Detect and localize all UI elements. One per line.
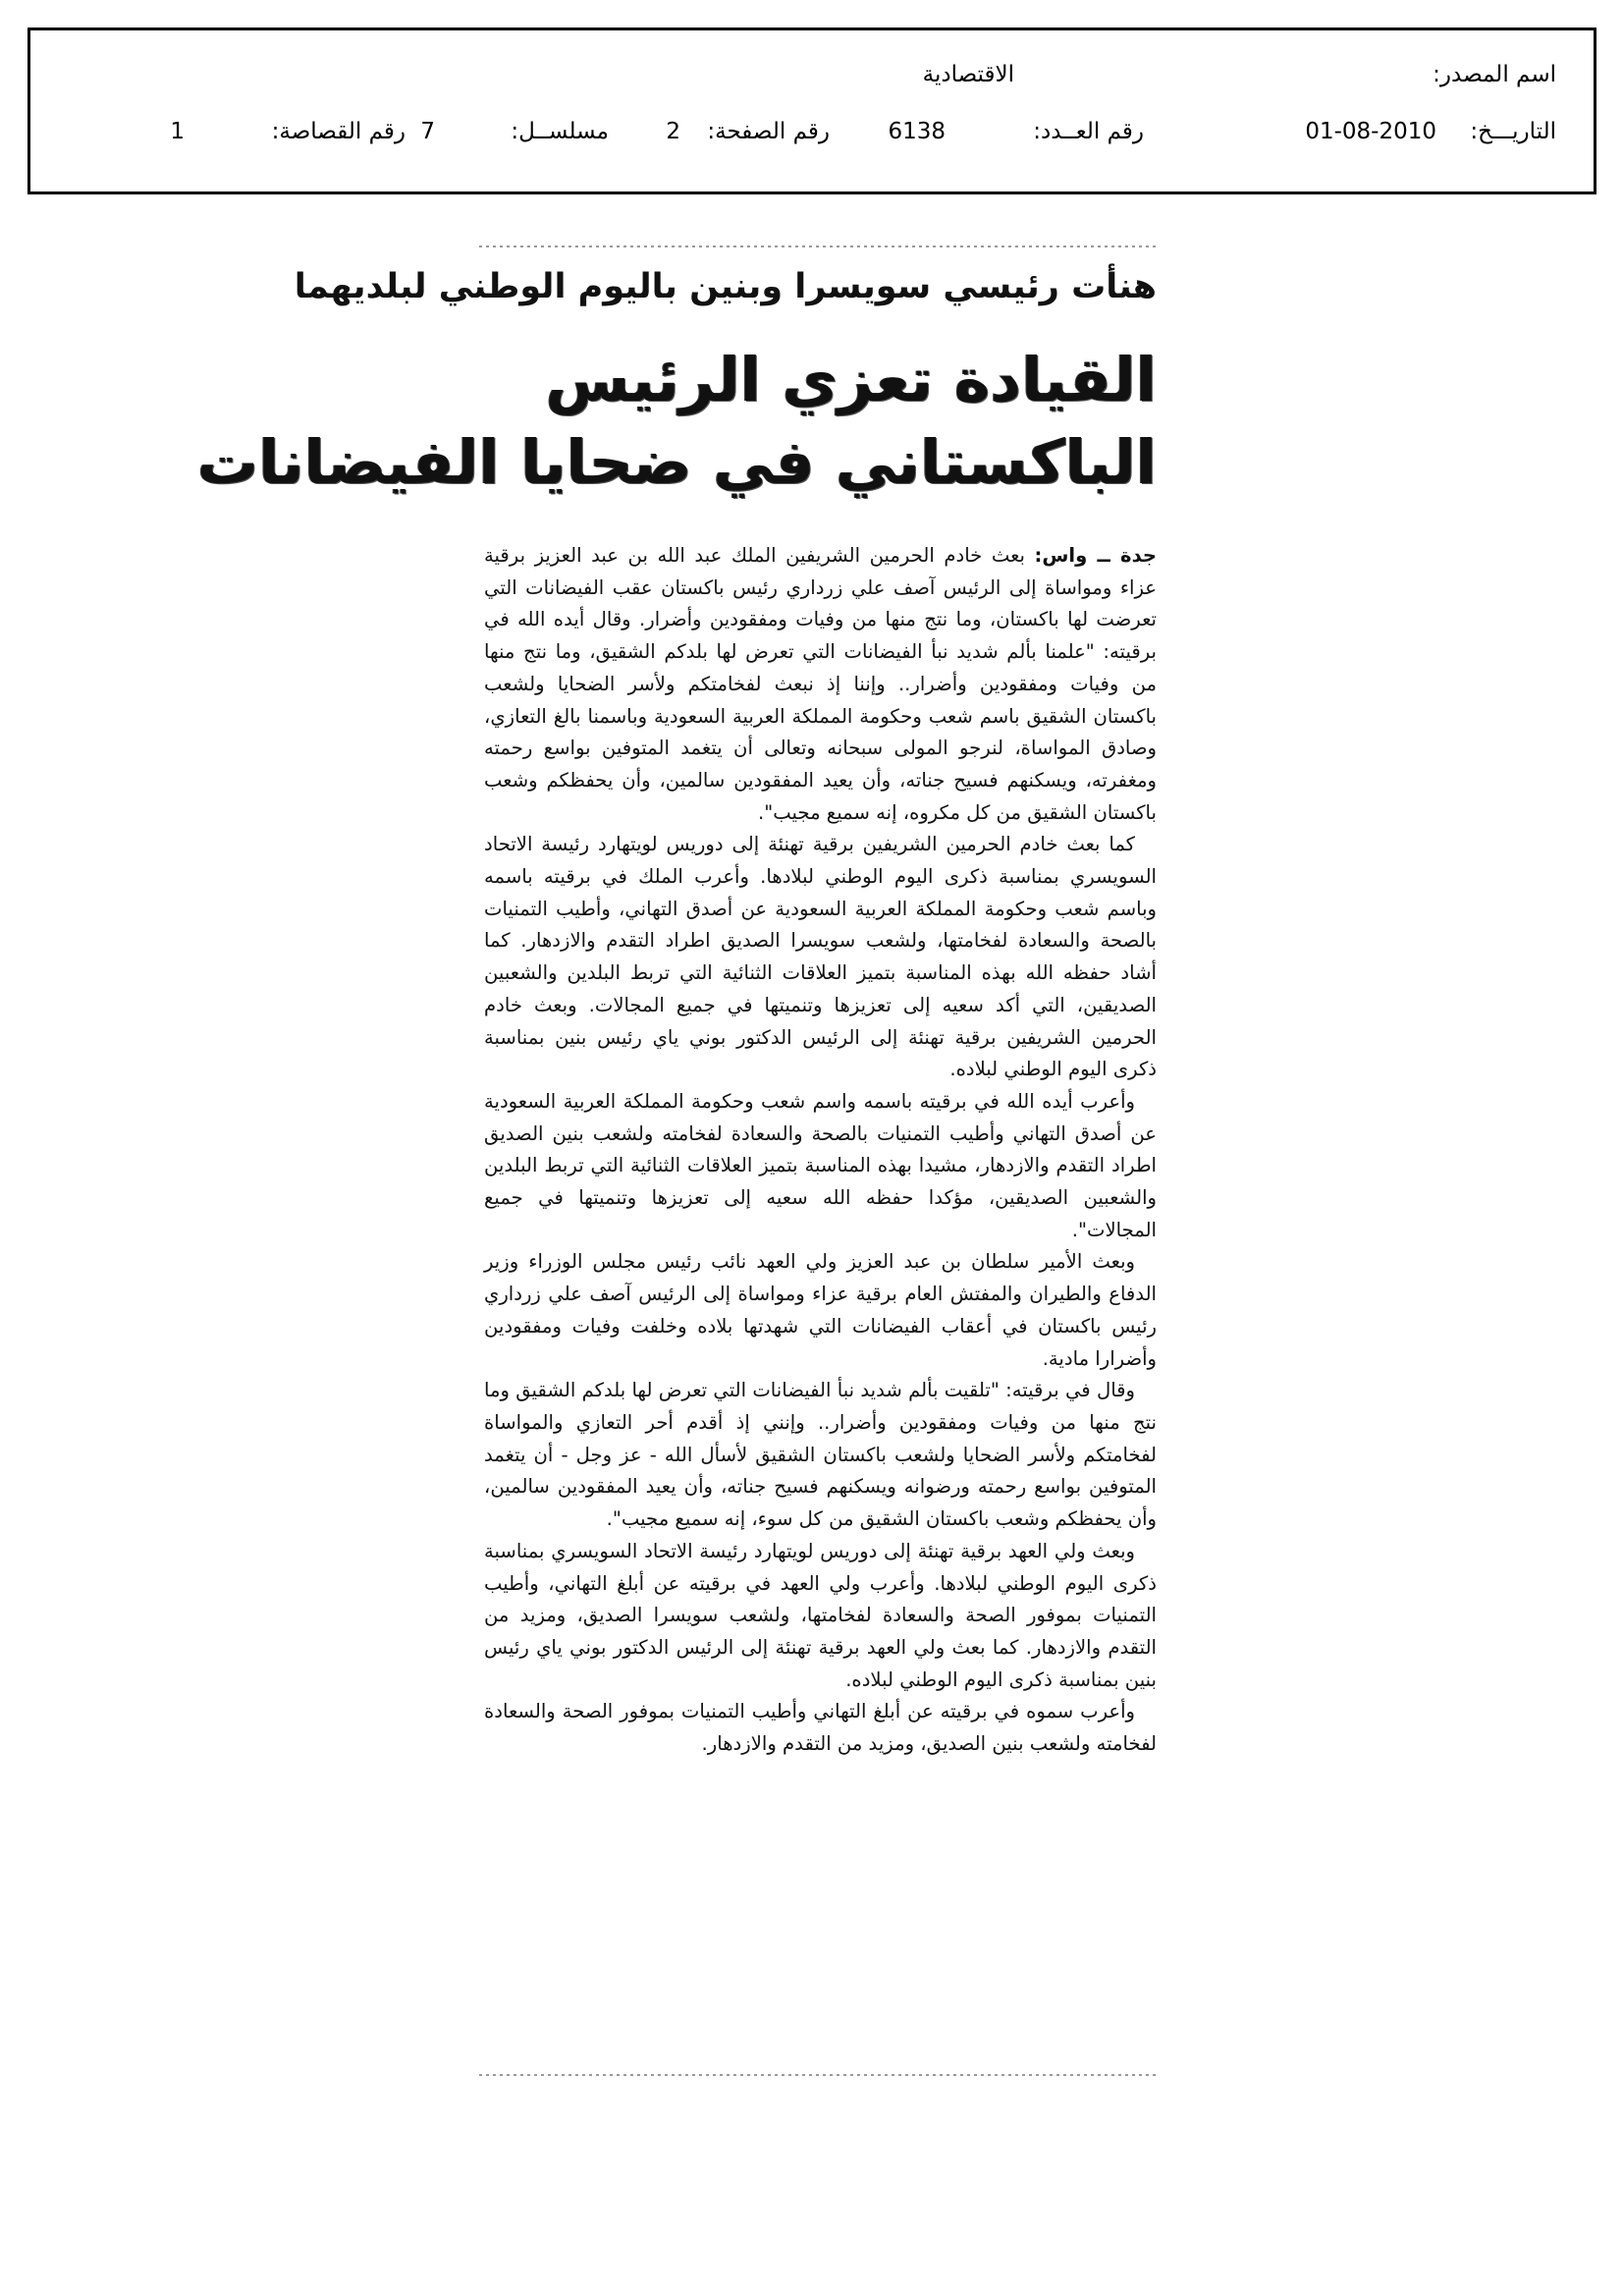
issue-value: 6138 [888, 119, 946, 144]
paragraph-7: وأعرب سموه في برقيته عن أبلغ التهاني وأطيب التمنيات بموفور الصحة والسعادة لفخامته ولشعب بنين الصديق، ومزيد من التقدم والازدهار. [484, 1700, 1157, 1756]
headline-line-2: الباكستاني في ضحايا الفيضانات [196, 426, 1157, 498]
dateline: جدة ــ واس: [1034, 544, 1158, 567]
serial-label: مسلســل: [511, 119, 609, 144]
paragraph-1-text: بعث خادم الحرمين الشريفين الملك عبد الله بن عبد العزيز برقية عزاء ومواساة إلى الرئيس آصف علي زرداري رئيس باكستان عقب الفيضانات التي تعرضت لها باكستان، وما نتج منها من وفيات ومفقودين وأضرار. وقال أيده الله في برقيته: "علمنا بألم شديد نبأ الفيضانات التي تعرض لها بلدكم الشقيق، وما نتج منها من وفيات ومفقودين وأضرار.. وإننا إذ نبعث لفخامتكم ولأسر الضحايا ولشعب باكستان الشقيق باسم شعب وحكومة المملكة العربية السعودية وباسمنا بالغ التعازي، وصادق المواساة، لنرجو المولى سبحانه وتعالى أن يتغمد المتوفين بواسع رحمته ومغفرته، ويسكنهم فسيح جناته، وأن يعيد المفقودين سالمين، وأن يحفظكم وشعب باكستان الشقيق من كل مكروه، إنه سميع مجيب". [484, 544, 1157, 824]
paragraph-5: وقال في برقيته: "تلقيت بألم شديد نبأ الفيضانات التي تعرض لها بلدكم الشقيق وما نتج منها من وفيات ومفقودين وأضرار.. وإنني إذ أقدم أحر التعازي والمواساة لفخامتكم ولأسر الضحايا ولشعب باكستان الشقيق لأسأل الله - عز وجل - أن يتغمد المتوفين بواسع رحمته ورضوانه ويسكنهم فسيح جناته، وأن يعيد المفقودين سالمين، وأن يحفظكم وشعب باكستان الشقيق من كل سوء، إنه سميع مجيب". [484, 1379, 1157, 1531]
clipping-header [27, 27, 1596, 194]
article-body [484, 540, 1157, 1761]
source-value: الاقتصادية [922, 62, 1014, 87]
clip-value: 1 [170, 119, 185, 144]
bottom-cut-line [479, 2074, 1157, 2076]
article-kicker: هنأت رئيسي سويسرا وبنين باليوم الوطني لبلديهما [294, 267, 1157, 306]
clip-label: رقم القصاصة: [271, 119, 406, 144]
page-value: 2 [666, 119, 680, 144]
paragraph-4: وبعث الأمير سلطان بن عبد العزيز ولي العهد نائب رئيس مجلس الوزراء وزير الدفاع والطيران والمفتش العام برقية عزاء ومواساة إلى الرئيس آصف علي زرداري رئيس باكستان في أعقاب الفيضانات التي شهدتها بلاده وخلفت وفيات ومفقودين وأضرارا مادية. [484, 1250, 1157, 1370]
date-label: التاريـــخ: [1470, 119, 1556, 144]
headline-line-1: القيادة تعزي الرئيس [545, 344, 1157, 415]
issue-label: رقم العــدد: [1033, 119, 1144, 144]
article-headline [196, 339, 1157, 504]
date-value: 01-08-2010 [1305, 119, 1436, 144]
source-label: اسم المصدر: [1433, 62, 1556, 87]
paragraph-2: كما بعث خادم الحرمين الشريفين برقية تهنئة إلى دوريس لويتهارد رئيسة الاتحاد السويسري بمناسبة ذكرى اليوم الوطني لبلادها. وأعرب الملك في برقيته باسمه وباسم شعب وحكومة المملكة العربية السعودية عن أصدق التهاني، وأطيب التمنيات بالصحة والسعادة لفخامتها، ولشعب سويسرا الصديق اطراد التقدم والازدهار. كما أشاد حفظه الله بهذه المناسبة بتميز العلاقات الثنائية التي تربط البلدين والشعبين الصديقين، التي أكد سعيه إلى تعزيزها وتنميتها في جميع المجالات. وبعث خادم الحرمين الشريفين برقية تهنئة إلى الرئيس الدكتور بوني ياي رئيس بنين بمناسبة ذكرى اليوم الوطني لبلاده. [484, 833, 1157, 1081]
page-label: رقم الصفحة: [707, 119, 830, 144]
paragraph-6: وبعث ولي العهد برقية تهنئة إلى دوريس لويتهارد رئيسة الاتحاد السويسري بمناسبة ذكرى اليوم الوطني لبلادها. وأعرب ولي العهد في برقيته عن أبلغ التهاني، وأطيب التمنيات بموفور الصحة والسعادة لفخامتها، ولشعب سويسرا الصديق، ومزيد من التقدم والازدهار. كما بعث ولي العهد برقية تهنئة إلى الرئيس الدكتور بوني ياي رئيس بنين بمناسبة ذكرى اليوم الوطني لبلاده. [484, 1539, 1157, 1691]
paragraph-1 [484, 540, 1157, 829]
serial-value: 7 [420, 119, 435, 144]
newspaper-clipping [196, 246, 1158, 2092]
top-cut-line [479, 246, 1157, 247]
paragraph-3: وأعرب أيده الله في برقيته باسمه واسم شعب وحكومة المملكة العربية السعودية عن أصدق التهاني وأطيب التمنيات بالصحة والسعادة لفخامته ولشعب بنين الصديق اطراد التقدم والازدهار، مشيدا بهذه المناسبة بتميز العلاقات الثنائية التي تربط البلدين والشعبين الصديقين، مؤكدا حفظه الله سعيه إلى تعزيزها وتنميتها في جميع المجالات". [484, 1089, 1157, 1241]
